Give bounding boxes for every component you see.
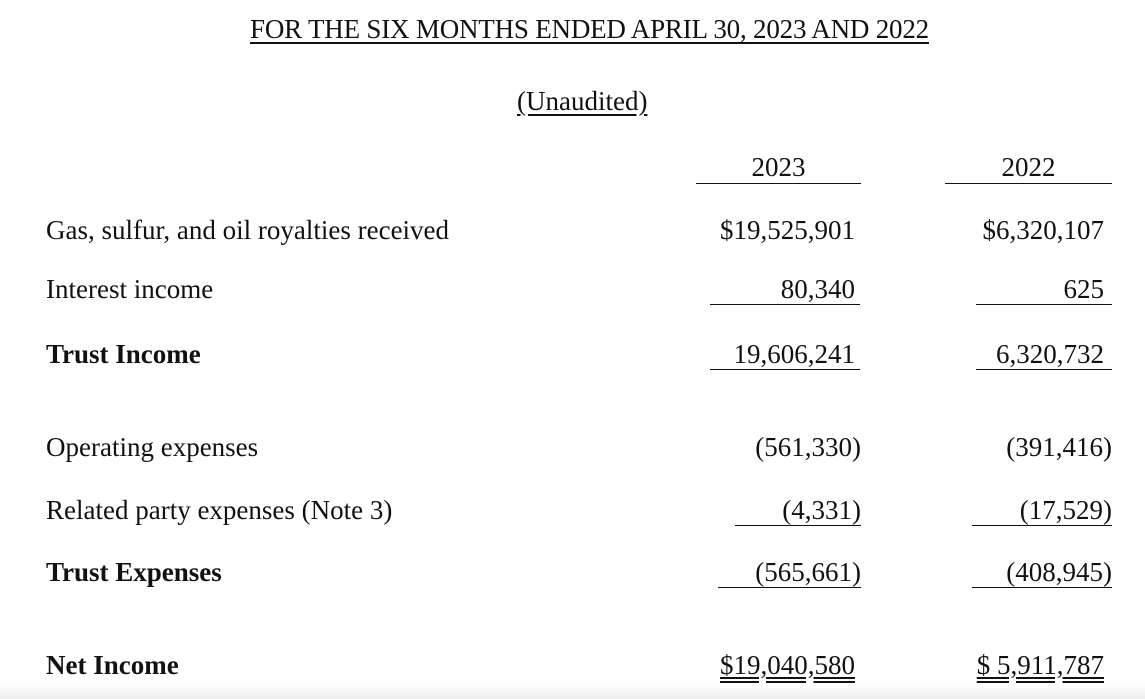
- value-interest-income-2023-text: 80,340: [780, 274, 855, 304]
- value-trust-income-2023: [710, 339, 860, 370]
- value-trust-expenses-2023: [718, 557, 861, 588]
- column-header-2022: 2022: [945, 152, 1112, 184]
- value-net-income-2022: $ 5,911,787: [976, 650, 1104, 680]
- value-net-income-2023: $19,040,580: [720, 650, 855, 680]
- value-related-party-expenses-2023: [735, 495, 861, 526]
- value-interest-income-2023: [710, 274, 860, 305]
- value-interest-income-2022-text: 625: [1063, 274, 1104, 304]
- row-label-interest-income: Interest income: [46, 274, 214, 304]
- value-interest-income-2022: [976, 274, 1112, 305]
- value-trust-expenses-2022-text: (408,945): [1006, 557, 1112, 587]
- column-header-2023: 2023: [696, 152, 861, 184]
- unaudited-label: (Unaudited): [517, 86, 648, 116]
- value-royalties-2022: $6,320,107: [982, 215, 1104, 245]
- value-operating-expenses-2022: (391,416): [1006, 432, 1112, 462]
- value-trust-expenses-2023-text: (565,661): [755, 557, 861, 587]
- value-trust-income-2022: [976, 339, 1112, 370]
- value-royalties-2023: $19,525,901: [720, 215, 855, 245]
- statement-title: FOR THE SIX MONTHS ENDED APRIL 30, 2023 AND 2022: [250, 14, 929, 44]
- row-label-trust-income: Trust Income: [46, 339, 201, 369]
- row-label-operating-expenses: Operating expenses: [46, 432, 259, 462]
- value-related-party-expenses-2022: [972, 495, 1112, 526]
- value-operating-expenses-2023: (561,330): [755, 432, 861, 462]
- value-trust-income-2023-text: 19,606,241: [733, 339, 855, 369]
- value-related-party-expenses-2022-text: (17,529): [1019, 495, 1112, 525]
- page-bottom-fade: [0, 684, 1145, 699]
- value-trust-expenses-2022: [972, 557, 1112, 588]
- row-label-royalties: Gas, sulfur, and oil royalties received: [46, 215, 450, 245]
- row-label-net-income: Net Income: [46, 650, 179, 680]
- row-label-trust-expenses: Trust Expenses: [46, 557, 222, 587]
- value-trust-income-2022-text: 6,320,732: [996, 339, 1104, 369]
- value-related-party-expenses-2023-text: (4,331): [782, 495, 861, 525]
- row-label-related-party-expenses: Related party expenses (Note 3): [46, 495, 393, 525]
